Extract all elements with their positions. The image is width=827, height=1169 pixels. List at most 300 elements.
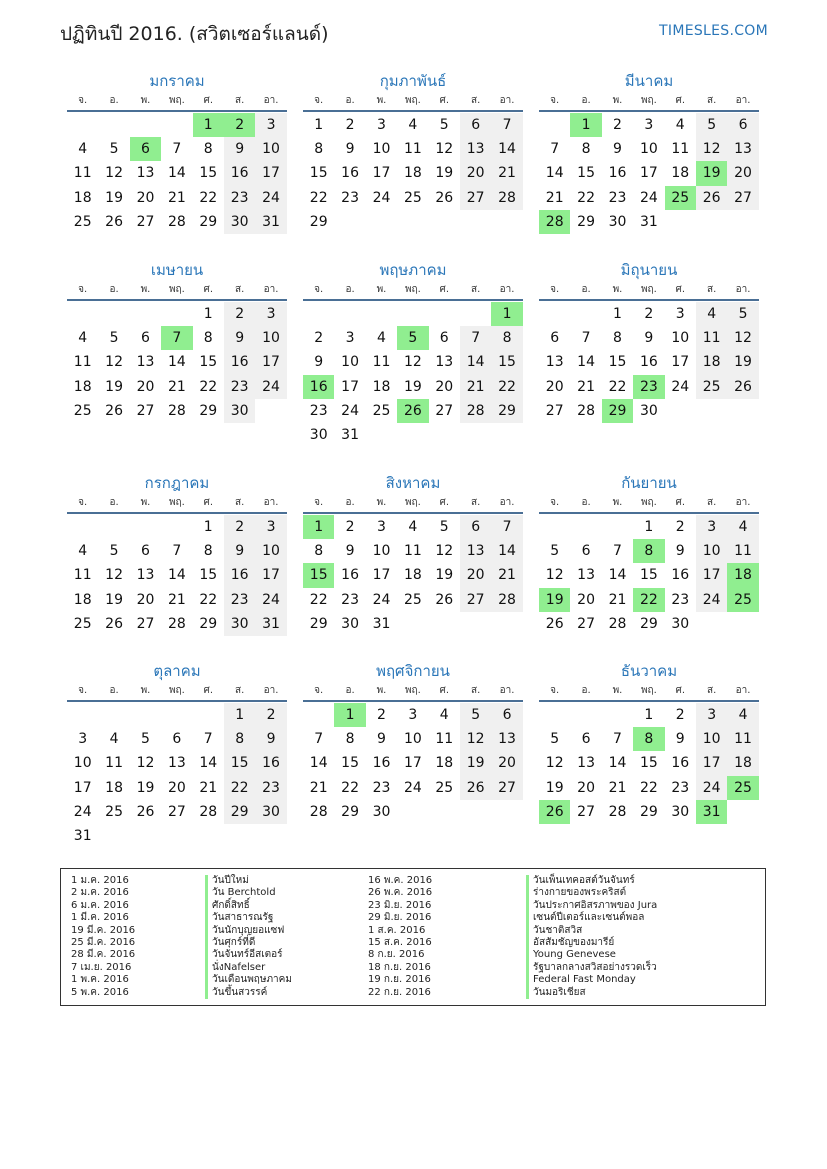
day-cell: 28 xyxy=(491,588,522,612)
weekday-label: อา. xyxy=(263,95,279,106)
weekday-header xyxy=(539,92,759,112)
day-cell: 24 xyxy=(255,186,286,210)
holiday-day-cell: 7 xyxy=(161,326,192,350)
weekday-label: พ. xyxy=(140,284,151,295)
day-cell: 21 xyxy=(167,189,186,206)
legend-holiday-name: วัน Berchtold xyxy=(205,887,292,899)
empty-cell xyxy=(161,703,192,727)
day-cell: 6 xyxy=(491,703,522,727)
legend-holiday-name: ร่างกายของพระคริสต์ xyxy=(526,887,657,899)
day-cell: 1 xyxy=(314,117,324,133)
day-cell: 17 xyxy=(639,165,658,182)
weekday-label: พ. xyxy=(376,95,387,106)
day-cell: 16 xyxy=(372,755,391,772)
weekday-label: ส. xyxy=(235,497,245,508)
day-cell: 12 xyxy=(105,354,123,371)
month-block xyxy=(67,660,287,848)
empty-cell xyxy=(539,703,570,727)
day-cell: 17 xyxy=(255,563,286,587)
day-cell: 24 xyxy=(372,189,391,206)
day-cell: 8 xyxy=(203,543,213,560)
day-cell: 8 xyxy=(345,731,355,748)
legend-date: 26 พ.ค. 2016 xyxy=(368,887,433,899)
day-cell: 6 xyxy=(581,731,591,748)
weekday-label: อา. xyxy=(735,95,751,106)
day-cell: 25 xyxy=(403,189,422,206)
holiday-day-cell: 2 xyxy=(224,113,255,137)
day-cell: 24 xyxy=(696,588,727,612)
day-cell: 10 xyxy=(255,326,286,350)
day-cell: 22 xyxy=(577,189,595,206)
day-cell: 21 xyxy=(491,161,522,185)
empty-cell xyxy=(161,302,192,326)
empty-cell xyxy=(570,703,601,727)
weekday-header xyxy=(539,494,759,514)
day-cell: 24 xyxy=(403,779,422,796)
day-cell: 21 xyxy=(167,378,186,395)
day-cell: 12 xyxy=(403,354,422,371)
legend-date: 6 ม.ค. 2016 xyxy=(71,899,129,911)
legend-date: 7 เม.ย. 2016 xyxy=(71,961,132,973)
day-cell: 28 xyxy=(167,615,186,632)
day-cell: 15 xyxy=(639,567,658,584)
month-name: กรกฎาคม xyxy=(144,474,210,492)
day-cell: 4 xyxy=(408,519,418,535)
weekday-header xyxy=(67,494,287,514)
day-cell: 5 xyxy=(109,141,119,158)
weekday-label: อ. xyxy=(581,497,591,508)
day-cell: 24 xyxy=(73,803,92,820)
day-cell: 21 xyxy=(460,375,491,399)
month-name: ธันวาคม xyxy=(620,662,678,680)
day-cell: 1 xyxy=(644,519,654,535)
day-cell: 13 xyxy=(460,137,491,161)
weekday-label: อ. xyxy=(109,685,119,696)
legend-date: 1 ส.ค. 2016 xyxy=(368,924,426,936)
weekday-label: พ. xyxy=(612,95,623,106)
day-cell: 24 xyxy=(696,776,727,800)
day-cell: 9 xyxy=(255,727,286,751)
weekday-label: พฤ. xyxy=(168,685,185,696)
site-link[interactable]: TIMESLES.COM xyxy=(659,23,768,39)
legend-holiday-name: ศักดิ์สิทธิ์ xyxy=(205,900,292,912)
day-cell: 18 xyxy=(727,751,758,775)
day-cell: 2 xyxy=(377,707,386,723)
empty-cell xyxy=(98,515,129,539)
day-cell: 18 xyxy=(403,165,422,182)
day-cell: 18 xyxy=(696,350,727,374)
month-name: มิถุนายน xyxy=(620,261,678,279)
day-cell: 27 xyxy=(136,402,155,419)
holiday-day-cell: 28 xyxy=(539,210,570,234)
day-grid xyxy=(67,302,287,423)
legend-holiday-name: วันปีใหม่ xyxy=(205,875,292,887)
day-cell: 12 xyxy=(435,543,454,560)
day-cell: 22 xyxy=(608,378,627,395)
weekday-label: อา. xyxy=(735,497,751,508)
day-cell: 2 xyxy=(224,302,255,326)
day-cell: 15 xyxy=(639,755,658,772)
weekday-label: จ. xyxy=(550,497,560,508)
weekday-label: พฤ. xyxy=(168,284,185,295)
holiday-day-cell: 25 xyxy=(727,776,758,800)
day-cell: 23 xyxy=(671,591,690,608)
day-cell: 21 xyxy=(577,378,595,395)
holiday-day-cell: 1 xyxy=(303,515,334,539)
day-cell: 21 xyxy=(608,591,627,608)
month-name: พฤษภาคม xyxy=(379,261,447,279)
day-cell: 7 xyxy=(172,141,182,158)
weekday-label: ศ. xyxy=(675,497,686,508)
day-cell: 14 xyxy=(491,539,522,563)
day-cell: 12 xyxy=(696,137,727,161)
day-cell: 30 xyxy=(224,210,255,234)
day-cell: 10 xyxy=(671,330,690,347)
day-cell: 6 xyxy=(141,330,150,347)
day-cell: 10 xyxy=(403,731,422,748)
weekday-label: จ. xyxy=(314,95,324,106)
day-cell: 23 xyxy=(255,776,286,800)
weekday-label: อ. xyxy=(109,497,119,508)
day-cell: 28 xyxy=(460,399,491,423)
day-cell: 17 xyxy=(341,378,359,395)
day-cell: 20 xyxy=(136,189,155,206)
legend-holiday-name: วันชาติสวิส xyxy=(526,925,657,937)
day-cell: 31 xyxy=(255,612,286,636)
day-cell: 12 xyxy=(460,727,491,751)
day-grid xyxy=(539,113,759,234)
day-cell: 13 xyxy=(577,567,595,584)
day-cell: 30 xyxy=(671,615,690,632)
day-cell: 17 xyxy=(73,779,92,796)
month-name: เมษายน xyxy=(150,261,204,279)
day-cell: 28 xyxy=(577,402,595,419)
weekday-label: อา. xyxy=(499,685,515,696)
day-cell: 29 xyxy=(309,213,328,230)
day-cell: 30 xyxy=(372,803,391,820)
weekday-label: อ. xyxy=(345,497,355,508)
day-cell: 29 xyxy=(577,213,595,230)
day-cell: 15 xyxy=(577,165,595,182)
day-cell: 12 xyxy=(545,755,564,772)
day-cell: 24 xyxy=(671,378,690,395)
day-grid xyxy=(303,703,523,824)
holiday-day-cell: 8 xyxy=(633,539,664,563)
weekday-label: ศ. xyxy=(439,685,450,696)
day-cell: 30 xyxy=(639,402,658,419)
day-cell: 8 xyxy=(613,330,622,347)
day-cell: 14 xyxy=(577,354,595,371)
day-cell: 23 xyxy=(309,402,328,419)
day-cell: 7 xyxy=(550,141,560,158)
month-name: มกราคม xyxy=(149,72,205,90)
day-cell: 22 xyxy=(199,591,218,608)
weekday-label: ศ. xyxy=(675,284,686,295)
day-cell: 24 xyxy=(639,189,658,206)
holiday-day-cell: 1 xyxy=(570,113,601,137)
day-cell: 19 xyxy=(105,591,123,608)
weekday-label: พฤ. xyxy=(404,497,421,508)
day-cell: 10 xyxy=(372,141,391,158)
day-cell: 2 xyxy=(644,306,654,322)
day-cell: 31 xyxy=(73,827,92,844)
day-cell: 27 xyxy=(577,803,595,820)
day-cell: 23 xyxy=(671,779,690,796)
day-cell: 21 xyxy=(167,591,186,608)
empty-cell xyxy=(602,703,633,727)
holiday-day-cell: 15 xyxy=(303,563,334,587)
day-cell: 25 xyxy=(696,375,727,399)
day-cell: 11 xyxy=(372,354,391,371)
holiday-legend xyxy=(60,868,766,1006)
day-grid xyxy=(539,703,759,824)
day-cell: 18 xyxy=(105,779,123,796)
day-cell: 12 xyxy=(136,755,155,772)
day-cell: 22 xyxy=(309,189,328,206)
day-cell: 16 xyxy=(671,755,690,772)
day-cell: 20 xyxy=(577,591,595,608)
empty-cell xyxy=(602,515,633,539)
day-cell: 19 xyxy=(105,378,123,395)
holiday-day-cell: 1 xyxy=(334,703,365,727)
day-cell: 14 xyxy=(545,165,564,182)
month-block xyxy=(539,259,759,423)
holiday-day-cell: 19 xyxy=(696,161,727,185)
day-cell: 5 xyxy=(439,117,449,133)
day-cell: 14 xyxy=(199,755,218,772)
weekday-label: อ. xyxy=(581,685,591,696)
empty-cell xyxy=(429,302,460,326)
day-cell: 13 xyxy=(435,354,454,371)
day-cell: 11 xyxy=(671,141,690,158)
day-cell: 18 xyxy=(73,378,92,395)
holiday-day-cell: 26 xyxy=(539,800,570,824)
day-cell: 16 xyxy=(608,165,627,182)
weekday-header xyxy=(67,281,287,301)
weekday-label: จ. xyxy=(78,284,88,295)
day-cell: 30 xyxy=(224,399,255,423)
weekday-label: อ. xyxy=(345,95,355,106)
day-cell: 24 xyxy=(255,375,286,399)
day-cell: 17 xyxy=(696,563,727,587)
day-cell: 13 xyxy=(491,727,522,751)
day-cell: 20 xyxy=(136,591,155,608)
weekday-label: ศ. xyxy=(203,497,214,508)
legend-date: 1 พ.ค. 2016 xyxy=(71,974,129,986)
legend-date: 25 มี.ค. 2016 xyxy=(71,936,136,948)
day-cell: 3 xyxy=(377,519,386,535)
day-cell: 23 xyxy=(224,375,255,399)
holiday-day-cell: 26 xyxy=(397,399,428,423)
day-cell: 6 xyxy=(439,330,449,347)
legend-holiday-name: อัสสัมชัญของมารีย์ xyxy=(526,937,657,949)
day-cell: 13 xyxy=(727,137,758,161)
day-cell: 22 xyxy=(199,189,218,206)
day-cell: 4 xyxy=(377,330,386,347)
weekday-label: พ. xyxy=(376,497,387,508)
day-cell: 22 xyxy=(639,779,658,796)
legend-date: 1 ม.ค. 2016 xyxy=(71,875,129,886)
day-cell: 14 xyxy=(309,755,328,772)
day-cell: 22 xyxy=(224,776,255,800)
day-cell: 7 xyxy=(460,326,491,350)
weekday-label: อ. xyxy=(581,284,591,295)
legend-holiday-name: รัฐบาลกลางสวิสอย่างรวดเร็ว xyxy=(526,962,657,974)
day-cell: 13 xyxy=(136,165,155,182)
day-cell: 5 xyxy=(696,113,727,137)
day-cell: 7 xyxy=(613,731,622,748)
weekday-label: ส. xyxy=(235,284,245,295)
day-cell: 12 xyxy=(105,165,123,182)
weekday-label: พฤ. xyxy=(640,95,657,106)
empty-cell xyxy=(98,302,129,326)
legend-date: 19 ก.ย. 2016 xyxy=(368,974,431,986)
holiday-day-cell: 18 xyxy=(727,563,758,587)
day-cell: 7 xyxy=(172,543,182,560)
day-cell: 5 xyxy=(550,731,560,748)
empty-cell xyxy=(366,302,397,326)
legend-holiday-name: เซนต์ปีเตอร์และเซนต์พอล xyxy=(526,912,657,924)
day-cell: 16 xyxy=(639,354,658,371)
day-cell: 14 xyxy=(167,567,186,584)
day-cell: 16 xyxy=(224,161,255,185)
weekday-label: พฤ. xyxy=(168,497,185,508)
weekday-header xyxy=(539,682,759,702)
day-cell: 21 xyxy=(545,189,564,206)
day-cell: 30 xyxy=(671,803,690,820)
day-cell: 16 xyxy=(224,563,255,587)
day-cell: 7 xyxy=(491,113,522,137)
day-cell: 22 xyxy=(491,375,522,399)
holiday-day-cell: 31 xyxy=(696,800,727,824)
day-cell: 6 xyxy=(581,543,591,560)
month-name: พฤศจิกายน xyxy=(376,662,450,680)
day-cell: 8 xyxy=(224,727,255,751)
day-cell: 9 xyxy=(644,330,654,347)
weekday-label: ส. xyxy=(707,497,717,508)
legend-date: 5 พ.ค. 2016 xyxy=(71,986,129,998)
day-cell: 2 xyxy=(675,707,685,723)
day-cell: 11 xyxy=(435,731,454,748)
day-cell: 12 xyxy=(435,141,454,158)
weekday-label: ส. xyxy=(707,95,717,106)
day-cell: 2 xyxy=(345,519,355,535)
day-cell: 10 xyxy=(372,543,391,560)
day-cell: 17 xyxy=(255,350,286,374)
legend-holiday-name: วันสาธารณรัฐ xyxy=(205,912,292,924)
day-cell: 13 xyxy=(460,539,491,563)
day-cell: 24 xyxy=(255,588,286,612)
holiday-day-cell: 1 xyxy=(491,302,522,326)
day-cell: 4 xyxy=(439,707,449,723)
day-cell: 8 xyxy=(581,141,591,158)
day-cell: 17 xyxy=(255,161,286,185)
legend-date: 19 มี.ค. 2016 xyxy=(71,924,136,936)
day-cell: 1 xyxy=(613,306,622,322)
day-cell: 25 xyxy=(73,615,92,632)
day-cell: 18 xyxy=(435,755,454,772)
day-grid xyxy=(67,113,287,234)
day-cell: 26 xyxy=(105,402,123,419)
month-block xyxy=(303,660,523,824)
weekday-label: พ. xyxy=(140,95,151,106)
weekday-label: อา. xyxy=(735,685,751,696)
weekday-label: จ. xyxy=(314,497,324,508)
day-grid xyxy=(303,302,523,447)
day-cell: 3 xyxy=(255,302,286,326)
month-block xyxy=(539,472,759,636)
day-cell: 27 xyxy=(460,186,491,210)
day-cell: 5 xyxy=(439,519,449,535)
day-cell: 10 xyxy=(73,755,92,772)
day-cell: 27 xyxy=(435,402,454,419)
day-cell: 15 xyxy=(199,354,218,371)
day-cell: 18 xyxy=(403,567,422,584)
day-cell: 28 xyxy=(167,213,186,230)
day-cell: 28 xyxy=(491,186,522,210)
day-cell: 4 xyxy=(78,141,88,158)
day-cell: 22 xyxy=(309,591,328,608)
day-cell: 9 xyxy=(675,543,685,560)
weekday-label: ศ. xyxy=(203,284,214,295)
day-cell: 31 xyxy=(372,615,391,632)
day-cell: 29 xyxy=(224,800,255,824)
holiday-day-cell: 8 xyxy=(633,727,664,751)
day-cell: 6 xyxy=(727,113,758,137)
holiday-day-cell: 23 xyxy=(633,375,664,399)
day-cell: 22 xyxy=(199,378,218,395)
day-grid xyxy=(67,515,287,636)
day-cell: 25 xyxy=(73,213,92,230)
weekday-header xyxy=(539,281,759,301)
weekday-header xyxy=(303,281,523,301)
day-cell: 10 xyxy=(696,727,727,751)
weekday-label: ศ. xyxy=(439,284,450,295)
legend-date: 29 มิ.ย. 2016 xyxy=(368,912,432,924)
day-cell: 13 xyxy=(136,567,155,584)
legend-date: 2 ม.ค. 2016 xyxy=(71,887,129,899)
weekday-label: พ. xyxy=(140,685,151,696)
holiday-day-cell: 22 xyxy=(633,588,664,612)
day-cell: 26 xyxy=(105,615,123,632)
legend-date: 8 ก.ย. 2016 xyxy=(368,949,425,961)
day-cell: 8 xyxy=(314,141,324,158)
day-cell: 13 xyxy=(167,755,186,772)
day-cell: 28 xyxy=(199,803,218,820)
day-cell: 1 xyxy=(224,703,255,727)
legend-holiday-name: นั่งNafelser xyxy=(205,962,292,974)
empty-cell xyxy=(98,703,129,727)
holiday-day-cell: 29 xyxy=(602,399,633,423)
legend-holiday-name: วันมอริเชียส xyxy=(526,987,657,999)
day-cell: 10 xyxy=(255,137,286,161)
legend-holiday-name: Federal Fast Monday xyxy=(526,974,657,986)
holiday-day-cell: 25 xyxy=(727,588,758,612)
weekday-label: พฤ. xyxy=(168,95,185,106)
day-cell: 11 xyxy=(73,354,92,371)
weekday-header xyxy=(303,92,523,112)
day-cell: 29 xyxy=(199,402,218,419)
day-cell: 8 xyxy=(203,330,213,347)
day-cell: 2 xyxy=(675,519,685,535)
day-cell: 19 xyxy=(435,165,454,182)
empty-cell xyxy=(539,113,570,137)
empty-cell xyxy=(460,302,491,326)
day-cell: 8 xyxy=(314,543,324,560)
day-cell: 21 xyxy=(199,779,218,796)
day-cell: 12 xyxy=(545,567,564,584)
legend-holiday-name: วันเดือนพฤษภาคม xyxy=(205,974,292,986)
